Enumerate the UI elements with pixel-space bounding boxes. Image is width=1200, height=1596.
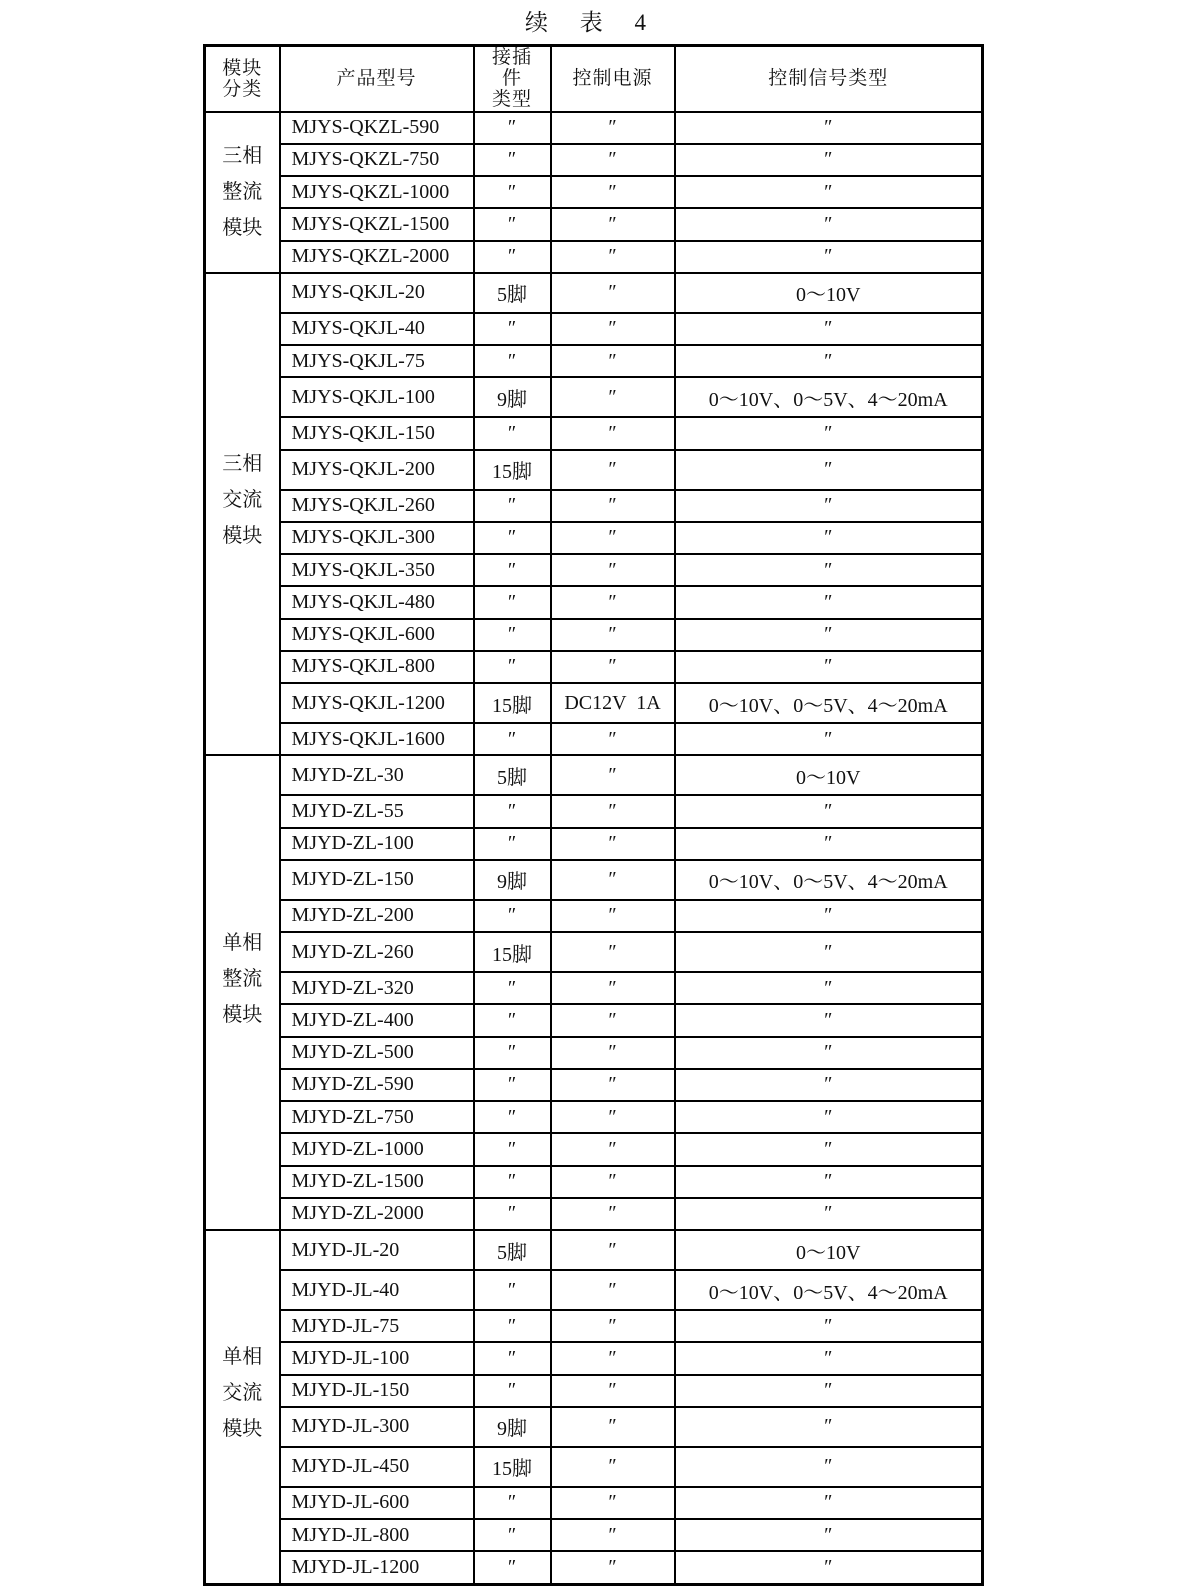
power-cell: ″	[551, 1487, 675, 1519]
col-header-line: 控制电源	[572, 68, 653, 90]
signal-cell: ″	[675, 972, 983, 1004]
category-label	[206, 138, 279, 246]
signal-cell: ″	[675, 828, 983, 860]
power-cell: ″	[551, 586, 675, 618]
signal-cell: ″	[675, 313, 983, 345]
spec-table	[203, 44, 984, 1586]
col-header-line: 产品型号	[336, 68, 417, 90]
table-row	[205, 554, 983, 586]
table-row	[205, 1342, 983, 1374]
connector-cell: ″	[474, 1310, 551, 1342]
model-cell: MJYS-QKJL-40	[280, 313, 474, 345]
col-header-line: 控制信号类型	[768, 68, 889, 90]
table-row	[205, 755, 983, 795]
power-cell: ″	[551, 1342, 675, 1374]
category-label-line: 模块	[222, 1418, 263, 1440]
model-cell: MJYS-QKJL-150	[280, 417, 474, 449]
power-cell: ″	[551, 377, 675, 417]
model-cell: MJYS-QKJL-600	[280, 619, 474, 651]
connector-cell: ″	[474, 586, 551, 618]
col-header-connector	[474, 46, 551, 112]
signal-cell: ″	[675, 1487, 983, 1519]
page-title: 续 表 4	[525, 10, 659, 35]
model-cell: MJYD-ZL-750	[280, 1101, 474, 1133]
power-cell: ″	[551, 828, 675, 860]
connector-cell: 9脚	[474, 1407, 551, 1447]
signal-cell: ″	[675, 417, 983, 449]
category-label-line: 单相	[222, 931, 263, 954]
power-cell: ″	[551, 1198, 675, 1230]
model-cell: MJYD-JL-100	[280, 1342, 474, 1374]
model-cell: MJYD-ZL-320	[280, 972, 474, 1004]
table-row	[205, 1375, 983, 1407]
table-row	[205, 1230, 983, 1270]
table-row	[205, 450, 983, 490]
power-cell: ″	[551, 241, 675, 273]
table-row	[205, 1166, 983, 1198]
model-cell: MJYD-ZL-200	[280, 900, 474, 932]
table-row	[205, 828, 983, 860]
model-cell: MJYS-QKJL-1600	[280, 723, 474, 755]
connector-cell: ″	[474, 417, 551, 449]
connector-cell: ″	[474, 241, 551, 273]
connector-cell: ″	[474, 1101, 551, 1133]
signal-cell: ″	[675, 900, 983, 932]
connector-cell: ″	[474, 112, 551, 144]
header-row	[205, 46, 983, 112]
table-row	[205, 586, 983, 618]
col-header-signal	[675, 46, 983, 112]
signal-cell: ″	[675, 586, 983, 618]
model-cell: MJYD-ZL-55	[280, 795, 474, 827]
signal-cell: 0～10V、0～5V、4～20mA	[675, 860, 983, 900]
table-row	[205, 1270, 983, 1310]
connector-cell: 5脚	[474, 273, 551, 313]
col-header-power	[551, 46, 675, 112]
model-cell: MJYD-JL-450	[280, 1447, 474, 1487]
col-header-line: 件	[501, 68, 522, 90]
connector-cell: ″	[474, 1342, 551, 1374]
category-label-line: 三相	[222, 145, 263, 168]
connector-cell: ″	[474, 144, 551, 176]
power-cell: ″	[551, 1101, 675, 1133]
model-cell: MJYD-JL-1200	[280, 1551, 474, 1584]
power-cell: ″	[551, 1407, 675, 1447]
signal-cell: ″	[675, 208, 983, 240]
power-cell: ″	[551, 1551, 675, 1584]
col-header-line: 接插	[491, 47, 532, 69]
signal-cell: 0～10V	[675, 273, 983, 313]
model-cell: MJYD-ZL-500	[280, 1037, 474, 1069]
table-row	[205, 723, 983, 755]
table-row	[205, 1004, 983, 1036]
model-cell: MJYS-QKJL-1200	[280, 683, 474, 723]
power-cell: ″	[551, 345, 675, 377]
table-row	[205, 522, 983, 554]
table-row	[205, 1407, 983, 1447]
table-row	[205, 1551, 983, 1584]
power-cell: ″	[551, 1133, 675, 1165]
table-row	[205, 313, 983, 345]
model-cell: MJYS-QKJL-200	[280, 450, 474, 490]
category-label	[206, 925, 279, 1033]
table-row	[205, 144, 983, 176]
power-cell: ″	[551, 1270, 675, 1310]
signal-cell: ″	[675, 1069, 983, 1101]
connector-cell: 15脚	[474, 932, 551, 972]
model-cell: MJYS-QKZL-1500	[280, 208, 474, 240]
table-row	[205, 1069, 983, 1101]
signal-cell: 0～10V、0～5V、4～20mA	[675, 683, 983, 723]
signal-cell: ″	[675, 1101, 983, 1133]
power-cell: ″	[551, 1166, 675, 1198]
table-row	[205, 176, 983, 208]
table-row	[205, 377, 983, 417]
power-cell: ″	[551, 1069, 675, 1101]
connector-cell: ″	[474, 176, 551, 208]
table-row	[205, 795, 983, 827]
connector-cell: ″	[474, 1270, 551, 1310]
model-cell: MJYS-QKJL-20	[280, 273, 474, 313]
power-cell: ″	[551, 860, 675, 900]
connector-cell: ″	[474, 554, 551, 586]
power-cell: ″	[551, 1447, 675, 1487]
signal-cell: ″	[675, 522, 983, 554]
table-row	[205, 273, 983, 313]
category-label-line: 模块	[222, 525, 263, 547]
table-row	[205, 417, 983, 449]
table-row	[205, 112, 983, 144]
signal-cell: ″	[675, 1310, 983, 1342]
table-row	[205, 1101, 983, 1133]
model-cell: MJYD-ZL-400	[280, 1004, 474, 1036]
connector-cell: ″	[474, 1375, 551, 1407]
table-row	[205, 1037, 983, 1069]
model-cell: MJYD-JL-75	[280, 1310, 474, 1342]
power-cell: ″	[551, 1519, 675, 1551]
signal-cell: ″	[675, 1342, 983, 1374]
connector-cell: 9脚	[474, 860, 551, 900]
power-cell: ″	[551, 1230, 675, 1270]
signal-cell: ″	[675, 651, 983, 683]
power-cell: ″	[551, 417, 675, 449]
category-label-line: 整流	[222, 181, 263, 204]
table-row	[205, 208, 983, 240]
connector-cell: 15脚	[474, 1447, 551, 1487]
table-row	[205, 241, 983, 273]
category-label-line: 单相	[222, 1346, 263, 1368]
spec-table-head	[205, 46, 983, 112]
signal-cell: ″	[675, 1407, 983, 1447]
signal-cell: 0～10V	[675, 755, 983, 795]
signal-cell: ″	[675, 1551, 983, 1584]
model-cell: MJYD-ZL-260	[280, 932, 474, 972]
signal-cell: ″	[675, 1166, 983, 1198]
model-cell: MJYD-ZL-1500	[280, 1166, 474, 1198]
table-row	[205, 345, 983, 377]
signal-cell: 0～10V、0～5V、4～20mA	[675, 1270, 983, 1310]
power-cell: ″	[551, 651, 675, 683]
table-row	[205, 651, 983, 683]
power-cell: DC12V 1A	[551, 683, 675, 723]
model-cell: MJYS-QKZL-750	[280, 144, 474, 176]
signal-cell: ″	[675, 1375, 983, 1407]
table-row	[205, 972, 983, 1004]
category-label-line: 模块	[222, 217, 263, 240]
category-cell	[205, 112, 280, 273]
power-cell: ″	[551, 1037, 675, 1069]
connector-cell: ″	[474, 795, 551, 827]
connector-cell: ″	[474, 1166, 551, 1198]
connector-cell: 9脚	[474, 377, 551, 417]
table-row	[205, 932, 983, 972]
signal-cell: 0～10V、0～5V、4～20mA	[675, 377, 983, 417]
power-cell: ″	[551, 208, 675, 240]
table-row	[205, 900, 983, 932]
model-cell: MJYD-JL-800	[280, 1519, 474, 1551]
connector-cell: ″	[474, 345, 551, 377]
col-header-line: 分类	[222, 78, 263, 100]
connector-cell: ″	[474, 1004, 551, 1036]
model-cell: MJYS-QKZL-1000	[280, 176, 474, 208]
connector-cell: ″	[474, 1551, 551, 1584]
power-cell: ″	[551, 313, 675, 345]
model-cell: MJYD-ZL-1000	[280, 1133, 474, 1165]
category-label-line: 整流	[222, 967, 263, 990]
power-cell: ″	[551, 450, 675, 490]
col-header-category	[205, 46, 280, 112]
connector-cell: 5脚	[474, 1230, 551, 1270]
category-label	[206, 446, 279, 554]
signal-cell: ″	[675, 554, 983, 586]
connector-cell: ″	[474, 828, 551, 860]
table-row	[205, 619, 983, 651]
col-header-line: 模块	[222, 57, 263, 79]
signal-cell: ″	[675, 112, 983, 144]
signal-cell: ″	[675, 1519, 983, 1551]
connector-cell: ″	[474, 1069, 551, 1101]
signal-cell: 0～10V	[675, 1230, 983, 1270]
power-cell: ″	[551, 490, 675, 522]
power-cell: ″	[551, 522, 675, 554]
power-cell: ″	[551, 900, 675, 932]
model-cell: MJYS-QKJL-260	[280, 490, 474, 522]
power-cell: ″	[551, 554, 675, 586]
model-cell: MJYD-JL-150	[280, 1375, 474, 1407]
model-cell: MJYD-JL-300	[280, 1407, 474, 1447]
model-cell: MJYS-QKJL-800	[280, 651, 474, 683]
table-row	[205, 1310, 983, 1342]
signal-cell: ″	[675, 450, 983, 490]
power-cell: ″	[551, 1004, 675, 1036]
power-cell: ″	[551, 619, 675, 651]
model-cell: MJYD-JL-600	[280, 1487, 474, 1519]
col-header-line: 类型	[491, 89, 532, 111]
table-row	[205, 860, 983, 900]
signal-cell: ″	[675, 723, 983, 755]
table-row	[205, 1487, 983, 1519]
connector-cell: 15脚	[474, 450, 551, 490]
connector-cell: ″	[474, 208, 551, 240]
connector-cell: ″	[474, 900, 551, 932]
signal-cell: ″	[675, 619, 983, 651]
signal-cell: ″	[675, 1037, 983, 1069]
signal-cell: ″	[675, 241, 983, 273]
table-row	[205, 1447, 983, 1487]
signal-cell: ″	[675, 1447, 983, 1487]
power-cell: ″	[551, 755, 675, 795]
model-cell: MJYS-QKJL-100	[280, 377, 474, 417]
category-cell	[205, 1230, 280, 1585]
connector-cell: ″	[474, 490, 551, 522]
model-cell: MJYD-JL-40	[280, 1270, 474, 1310]
power-cell: ″	[551, 144, 675, 176]
connector-cell: ″	[474, 723, 551, 755]
model-cell: MJYS-QKJL-350	[280, 554, 474, 586]
signal-cell: ″	[675, 795, 983, 827]
model-cell: MJYS-QKJL-75	[280, 345, 474, 377]
power-cell: ″	[551, 795, 675, 827]
category-label-line: 交流	[222, 489, 263, 511]
category-label-line: 交流	[222, 1382, 263, 1404]
signal-cell: ″	[675, 1004, 983, 1036]
table-row	[205, 1198, 983, 1230]
signal-cell: ″	[675, 1133, 983, 1165]
signal-cell: ″	[675, 932, 983, 972]
model-cell: MJYS-QKZL-590	[280, 112, 474, 144]
category-label-line: 三相	[222, 453, 263, 475]
connector-cell: ″	[474, 1037, 551, 1069]
power-cell: ″	[551, 723, 675, 755]
signal-cell: ″	[675, 176, 983, 208]
connector-cell: ″	[474, 1487, 551, 1519]
table-row	[205, 1519, 983, 1551]
col-header-model	[280, 46, 474, 112]
connector-cell: ″	[474, 1519, 551, 1551]
connector-cell: ″	[474, 651, 551, 683]
connector-cell: ″	[474, 972, 551, 1004]
power-cell: ″	[551, 1375, 675, 1407]
power-cell: ″	[551, 112, 675, 144]
connector-cell: ″	[474, 1198, 551, 1230]
model-cell: MJYD-JL-20	[280, 1230, 474, 1270]
spec-table-body	[205, 112, 983, 1585]
table-row	[205, 683, 983, 723]
model-cell: MJYS-QKJL-300	[280, 522, 474, 554]
table-row	[205, 1133, 983, 1165]
model-cell: MJYD-ZL-100	[280, 828, 474, 860]
category-label	[206, 1339, 279, 1447]
category-cell	[205, 273, 280, 756]
signal-cell: ″	[675, 144, 983, 176]
connector-cell: ″	[474, 619, 551, 651]
power-cell: ″	[551, 273, 675, 313]
model-cell: MJYS-QKJL-480	[280, 586, 474, 618]
signal-cell: ″	[675, 490, 983, 522]
table-row	[205, 490, 983, 522]
connector-cell: ″	[474, 522, 551, 554]
connector-cell: ″	[474, 1133, 551, 1165]
power-cell: ″	[551, 932, 675, 972]
connector-cell: 5脚	[474, 755, 551, 795]
model-cell: MJYD-ZL-30	[280, 755, 474, 795]
model-cell: MJYD-ZL-590	[280, 1069, 474, 1101]
power-cell: ″	[551, 176, 675, 208]
power-cell: ″	[551, 1310, 675, 1342]
model-cell: MJYS-QKZL-2000	[280, 241, 474, 273]
model-cell: MJYD-ZL-150	[280, 860, 474, 900]
power-cell: ″	[551, 972, 675, 1004]
category-label-line: 模块	[222, 1003, 263, 1026]
connector-cell: ″	[474, 313, 551, 345]
signal-cell: ″	[675, 345, 983, 377]
model-cell: MJYD-ZL-2000	[280, 1198, 474, 1230]
category-cell	[205, 755, 280, 1230]
connector-cell: 15脚	[474, 683, 551, 723]
signal-cell: ″	[675, 1198, 983, 1230]
